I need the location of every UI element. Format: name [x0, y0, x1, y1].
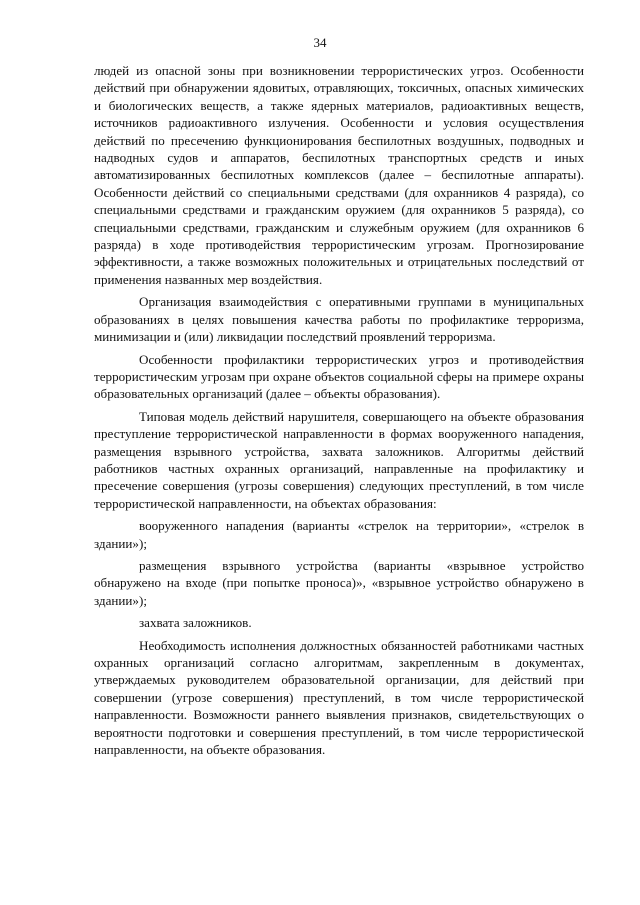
paragraph-offender-model: Типовая модель действий нарушителя, совершающего на объекте образования преступление террористической направленности в формах вооруженного нападения, размещения взрывного устройства, захвата заложников. Алгоритмы действий работников частных охранных организаций, направленные на профилактику и пресечение совершения (угрозы совершения) следующих преступлений, в том числе террористической направленности, на объектах образования: — [94, 408, 584, 511]
list-item-explosive-device: размещения взрывного устройства (варианты «взрывное устройство обнаружено на входе (при попытке проноса)», «взрывное устройство обнаружено в здании»); — [94, 557, 584, 608]
paragraph-interaction-organization: Организация взаимодействия с оперативными группами в муниципальных образованиях в целях повышения качества работы по профилактике терроризма, минимизации и (или) ликвидации последствий проявлений терроризма. — [94, 294, 584, 345]
paragraph-duties-necessity: Необходимость исполнения должностных обязанностей работниками частных охранных организаций согласно алгоритмам, закрепленным в документах, утверждаемых руководителем образовательной организации, для действий при совершении (угрозе совершения) преступлений, в том числе террористической направленности. Возможности раннего выявления признаков, свидетельствующих о вероятности подготовки и совершения преступлений, в том числе террористической направленности, на объекте образования. — [94, 637, 584, 758]
list-item-armed-attack: вооруженного нападения (варианты «стрелок на территории», «стрелок в здании»); — [94, 518, 584, 551]
document-body — [94, 62, 584, 763]
paragraph-continuation: людей из опасной зоны при возникновении террористических угроз. Особенности действий при обнаружении ядовитых, отравляющих, токсичных, опасных химических и биологических веществ, а также ядерных материалов, радиоактивных веществ, источников радиоактивного излучения. Особенности и условия осуществления действий по пресечению функционирования беспилотных воздушных, подводных и надводных судов и аппаратов, беспилотных транспортных средств и иных автоматизированных беспилотных комплексов (далее – беспилотные аппараты). Особенности действий со специальными средствами (для охранников 4 разряда), со специальными средствами и гражданским оружием (для охранников 5 разряда), со специальными средствами, гражданским и служебным оружием (для охранников 6 разряда) в ходе противодействия террористическим угрозам. Прогнозирование эффективности, а также возможных положительных и отрицательных последствий от применения названных мер воздействия. — [94, 63, 584, 287]
page-number: 34 — [313, 35, 327, 50]
list-item-hostage-taking: захвата заложников. — [139, 615, 252, 631]
paragraph-prevention-features: Особенности профилактики террористических угроз и противодействия террористическим угрозам при охране объектов социальной сферы на примере охраны образовательных организаций (далее – объекты образования). — [94, 351, 584, 402]
